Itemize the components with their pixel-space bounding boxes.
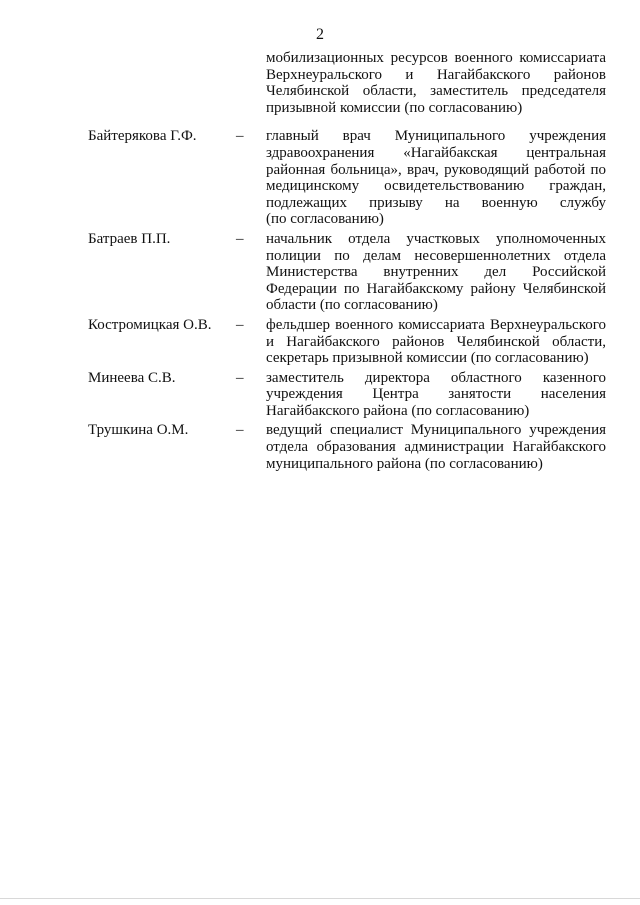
member-description [266, 370, 606, 420]
description-line: Министерства внутренних дел Российской [266, 264, 606, 281]
description-line: (по согласованию) [266, 211, 384, 228]
description-line: ведущий специалист Муниципального учреждения [266, 422, 606, 439]
description-line: Нагайбакского района (по согласованию) [266, 402, 530, 419]
description-line: главный врач Муниципального учреждения [266, 128, 606, 145]
member-entry [88, 128, 608, 228]
description-line: секретарь призывной комиссии (по согласованию) [266, 350, 589, 367]
member-dash: – [236, 316, 244, 333]
page-number: 2 [316, 26, 324, 43]
description-line: начальник отдела участковых уполномоченных [266, 230, 606, 247]
description-line: здравоохранения «Нагайбакская центральная [266, 144, 606, 161]
member-entry [88, 317, 608, 367]
description-line: полиции по делам несовершеннолетних отдела [266, 247, 606, 264]
member-name: Минеева С.В. [88, 369, 176, 386]
description-line: области (по согласованию) [266, 297, 438, 314]
description-line: мобилизационных ресурсов военного комиссариата [266, 50, 606, 66]
member-name: Батраев П.П. [88, 230, 171, 247]
member-name: Трушкина О.М. [88, 422, 189, 439]
member-description [266, 317, 606, 367]
description-line: призывной комиссии (по согласованию) [266, 99, 523, 116]
description-line: муниципального района (по согласованию) [266, 455, 543, 472]
description-line: фельдшер военного комиссариата Верхнеуральского [266, 316, 606, 333]
description-line: Верхнеуральского и Нагайбакского районов [266, 66, 606, 83]
description-line: заместитель директора областного казенного [266, 369, 606, 386]
description-line: учреждения Центра занятости населения [266, 386, 606, 403]
member-dash: – [236, 422, 244, 439]
description-line: подлежащих призыву на военную службу [266, 194, 606, 211]
continued-member-description [266, 50, 606, 116]
member-description [266, 231, 606, 314]
bottom-edge-line [0, 898, 640, 899]
member-description [266, 422, 606, 472]
description-line: Федерации по Нагайбакскому району Челябинской [266, 280, 606, 297]
member-dash: – [236, 128, 244, 145]
member-entry [88, 370, 608, 420]
member-entry [88, 231, 608, 314]
description-line: Челябинской области, заместитель председателя [266, 83, 606, 100]
member-dash: – [236, 230, 244, 247]
member-description [266, 128, 606, 228]
description-line: отдела образования администрации Нагайбакского [266, 439, 606, 456]
description-line: медицинскому освидетельствованию граждан, [266, 178, 606, 195]
member-dash: – [236, 369, 244, 386]
commission-member-list [88, 50, 608, 472]
member-entry [88, 422, 608, 472]
description-line: и Нагайбакского районов Челябинской области, [266, 333, 606, 350]
member-name: Байтерякова Г.Ф. [88, 128, 197, 145]
member-name: Костромицкая О.В. [88, 316, 212, 333]
description-line: районная больница», врач, руководящий работой по [266, 161, 606, 178]
